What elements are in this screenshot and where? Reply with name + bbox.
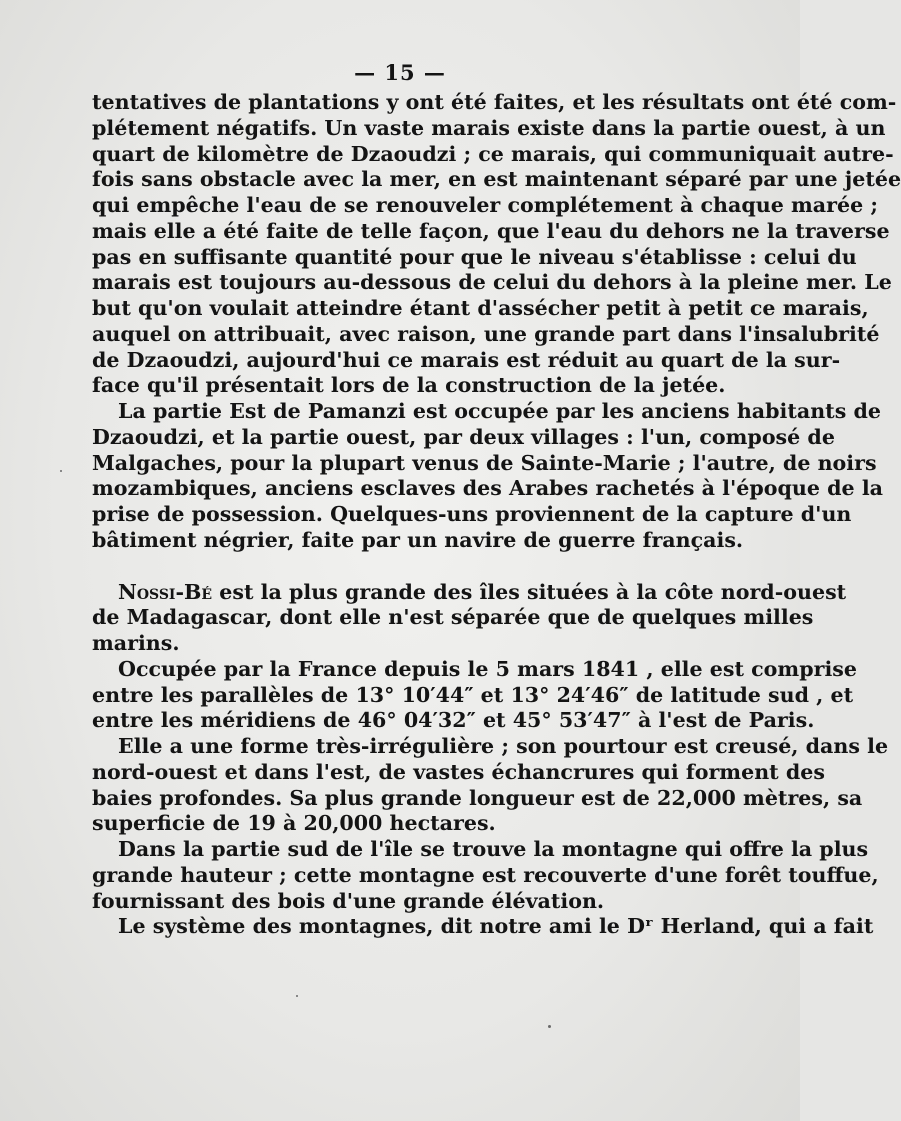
text-line: marins.: [92, 631, 180, 655]
text-line: baies profondes. Sa plus grande longueur est de 22,000 mètres, sa: [92, 785, 863, 810]
text-line: plétement négatifs. Un vaste marais existe dans la partie ouest, à un: [92, 115, 886, 140]
text-line: face qu'il présentait lors de la construction de la jetée.: [92, 373, 726, 398]
text-line: marais est toujours au-dessous de celui du dehors à la pleine mer. Le: [92, 270, 892, 295]
text-line: Dans la partie sud de l'île se trouve la montagne qui offre la plus: [118, 837, 869, 861]
text-line: Elle a une forme très-irrégulière ; son pourtour est creusé, dans le: [118, 734, 889, 758]
text-line: fois sans obstacle avec la mer, en est maintenant séparé par une jetée: [92, 167, 901, 192]
text-line: Malgaches, pour la plupart venus de Sainte-Marie ; l'autre, de noirs: [92, 450, 877, 475]
text-line: [92, 579, 847, 606]
text-line: quart de kilomètre de Dzaoudzi ; ce marais, qui communiquait autre-: [92, 141, 894, 166]
text-line: bâtiment négrier, faite par un navire de guerre français.: [92, 527, 744, 552]
text-line: Le système des montagnes, dit notre ami le Dʳ Herland, qui a fait: [118, 914, 874, 939]
text-line: de Dzaoudzi, aujourd'hui ce marais est réduit au quart de la sur-: [92, 347, 841, 372]
text-line: auquel on attribuait, avec raison, une grande part dans l'insalubrité: [92, 321, 880, 346]
text-line: pas en suffisante quantité pour que le niveau s'établisse : celui du: [92, 244, 857, 269]
text-line: but qu'on voulait atteindre étant d'assécher petit à petit ce marais,: [92, 296, 869, 320]
text-line: fournissant des bois d'une grande élévation.: [92, 888, 605, 913]
text-line: qui empêche l'eau de se renouveler complétement à chaque marée ;: [92, 193, 878, 217]
text-line: de Madagascar, dont elle n'est séparée que de quelques milles: [92, 605, 814, 630]
text-line: grande hauteur ; cette montagne est recouverte d'une forêt touffue,: [92, 862, 879, 887]
section-lead: Nossi-Bé: [118, 579, 213, 604]
text-line: entre les parallèles de 13° 10′44″ et 13° 24′46″ de latitude sud , et: [92, 682, 854, 707]
text-line: mozambiques, anciens esclaves des Arabes rachetés à l'époque de la: [92, 476, 883, 501]
text-line: entre les méridiens de 46° 04′32″ et 45° 53′47″ à l'est de Paris.: [92, 708, 815, 733]
section-gap: [92, 554, 704, 580]
print-speck: [296, 995, 298, 997]
page-number: — 15 —: [354, 60, 446, 85]
body-text: [92, 90, 901, 940]
text-line: Occupée par la France depuis le 5 mars 1841 , elle est comprise: [118, 656, 857, 681]
text-line-rest: est la plus grande des îles situées à la côte nord-ouest: [212, 579, 847, 604]
text-line: nord-ouest et dans l'est, de vastes échancrures qui forment des: [92, 759, 825, 784]
text-line: mais elle a été faite de telle façon, que l'eau du dehors ne la traverse: [92, 218, 890, 243]
text-line: Dzaoudzi, et la partie ouest, par deux villages : l'un, composé de: [92, 424, 835, 449]
text-line: prise de possession. Quelques-uns proviennent de la capture d'un: [92, 502, 852, 526]
print-speck: [60, 470, 62, 472]
text-line: tentatives de plantations y ont été faites, et les résultats ont été com-: [92, 90, 897, 114]
text-line: superficie de 19 à 20,000 hectares.: [92, 811, 496, 836]
print-speck: [548, 1025, 551, 1028]
text-line: La partie Est de Pamanzi est occupée par les anciens habitants de: [118, 399, 881, 423]
